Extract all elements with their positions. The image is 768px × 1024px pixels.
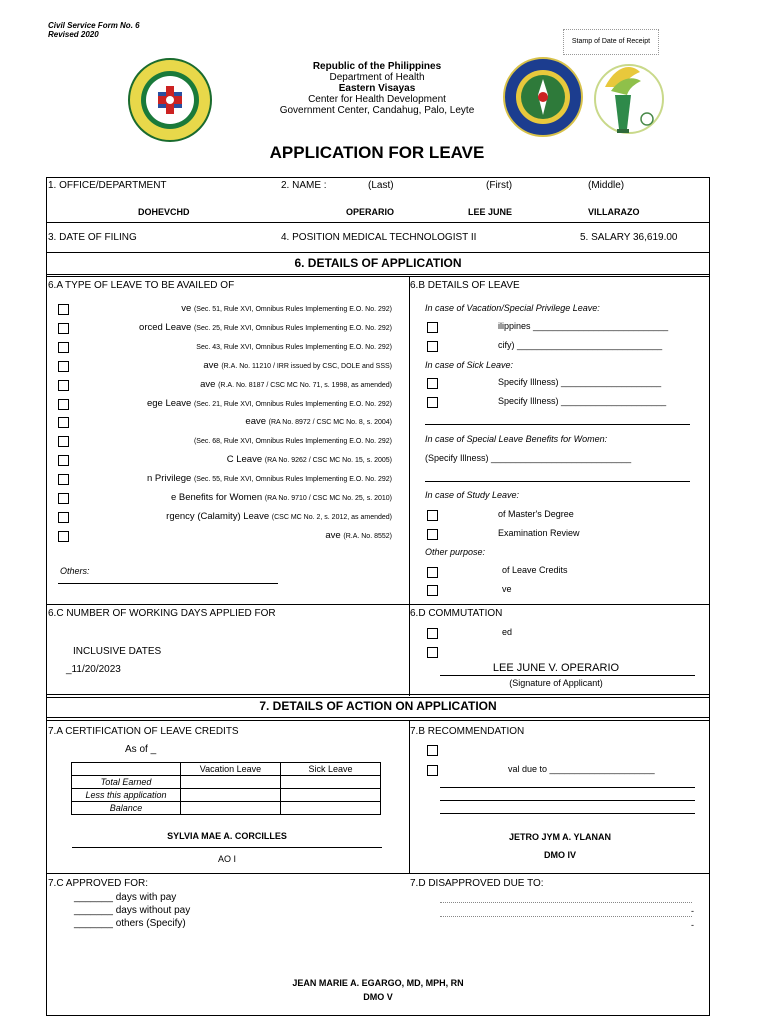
disapproved-line-1[interactable] [440,902,692,903]
leave-type-name: C Leave [226,454,263,465]
leave-type-name: ave [325,530,341,541]
last-name-label: (Last) [368,180,394,191]
requested-checkbox[interactable] [427,647,438,658]
leave-type-note: (Sec. 25, Rule XVI, Omnibus Rules Implementing E.O. No. 292) [193,325,392,332]
table-row [72,776,381,789]
vacation-within-checkbox[interactable] [427,322,438,333]
position-label: 4. POSITION MEDICAL TECHNOLOGIST II [281,232,477,243]
leave-type-checkbox[interactable] [58,531,69,542]
vacation-abroad-checkbox[interactable] [427,341,438,352]
leave-type-item [80,379,406,390]
leave-type-note: (Sec. 21, Rule XVI, Omnibus Rules Implementing E.O. No. 292) [193,401,392,408]
not-requested-checkbox[interactable] [427,628,438,639]
recommendation-label: 7.B RECOMMENDATION [410,726,525,737]
leave-type-item [80,454,406,465]
date-of-filing-label: 3. DATE OF FILING [48,232,137,243]
working-days-label: 6.C NUMBER OF WORKING DAYS APPLIED FOR [48,608,276,619]
certifier-line [72,847,382,848]
recommendation-line-3[interactable] [440,813,695,814]
leave-type-item [80,416,406,427]
sick-outpatient-checkbox[interactable] [427,397,438,408]
stamp-label: Stamp of Date of Receipt [571,38,651,45]
salary-label: 5. SALARY 36,619.00 [580,232,678,243]
section6-title: 6. DETAILS OF APPLICATION [294,256,462,270]
leave-type-note: (R.A. No. 8187 / CSC MC No. 71, s. 1998, as amended) [218,382,392,389]
header-republic: Republic of the Philippines [312,61,442,72]
sick-outpatient-label: Specify Illness) _____________________ [498,396,667,406]
leave-type-checkbox[interactable] [58,323,69,334]
disapproved-due-to-label: 7.D DISAPPROVED DUE TO: [410,878,544,889]
leave-type-item [80,360,406,371]
doh-seal-logo [128,58,212,142]
leave-credits-table [71,762,381,815]
total-earned-sick[interactable] [281,776,381,789]
leave-type-name: rgency (Calamity) Leave [166,511,270,522]
disapproved-line-2[interactable] [440,916,692,917]
women-header: In case of Special Leave Benefits for Women: [425,434,608,444]
leave-type-note: (R.A. No. 8552) [343,533,392,540]
leave-type-note: (RA No. 9262 / CSC MC No. 15, s. 2005) [264,457,392,464]
table-row [72,802,381,815]
leave-type-label: 6.A TYPE OF LEAVE TO BE AVAILED OF [48,280,235,291]
applicant-signature-name: LEE JUNE V. OPERARIO [492,662,620,674]
total-earned-label: Total Earned [72,776,181,789]
form-code-text: Civil Service Form No. 6 [48,21,140,30]
leave-type-checkbox[interactable] [58,304,69,315]
inclusive-dates-label: INCLUSIVE DATES [73,646,162,657]
leave-type-checkbox[interactable] [58,493,69,504]
torch-logo [585,57,665,139]
less-application-label: Less this application [72,789,181,802]
less-application-sick[interactable] [281,789,381,802]
header-block [232,61,522,116]
leave-credits-label: 7.A CERTIFICATION OF LEAVE CREDITS [48,726,239,737]
study-bar-review-checkbox[interactable] [427,529,438,540]
for-disapproval-checkbox[interactable] [427,765,438,776]
disapproval-reason-label: val due to _____________________ [508,764,655,774]
recommendation-line-2[interactable] [440,800,695,801]
table-header-row [72,763,381,776]
signature-line [440,675,695,676]
study-masters-label: of Master's Degree [498,509,574,519]
inclusive-dates-value[interactable]: _11/20/2023 [66,664,121,675]
balance-vacation[interactable] [181,802,281,815]
others-line[interactable] [58,583,278,584]
divider [46,222,710,223]
terminal-leave-checkbox[interactable] [427,585,438,596]
vacation-abroad-label: cify) _____________________________ [498,340,663,350]
women-specify-label: (Specify Illness) ____________________________ [425,453,632,463]
days-with-pay[interactable]: _______ days with pay [74,892,177,903]
divider [46,873,710,874]
monetization-label: of Leave Credits [502,565,568,575]
certifier-title: AO I [217,854,236,864]
vacation-within-label: ilippines ___________________________ [498,321,669,331]
leave-type-item [80,322,406,333]
recommendation-line-1[interactable] [440,787,695,788]
leave-type-checkbox[interactable] [58,512,69,523]
commutation-label: 6.D COMMUTATION [410,608,503,619]
leave-type-note: Sec. 43, Rule XVI, Omnibus Rules Implementing E.O. No. 292) [196,344,392,351]
sick-leave-header: Sick Leave [281,763,381,776]
leave-type-note: (CSC MC No. 2, s. 2012, as amended) [271,514,392,521]
middle-name-value[interactable]: VILLARAZO [588,207,640,217]
recommender-title: DMO IV [543,850,576,860]
leave-type-note: (R.A. No. 11210 / IRR issued by CSC, DOLE and SSS) [221,363,392,370]
header-address: Government Center, Candahug, Palo, Leyte [279,105,475,116]
leave-type-item [80,473,406,484]
leave-type-item [80,435,406,446]
approved-for-label: 7.C APPROVED FOR: [48,878,149,889]
divider [46,694,710,695]
signature-caption: (Signature of Applicant) [509,678,603,688]
leave-type-note: (Sec. 51, Rule XVI, Omnibus Rules Implementing E.O. No. 292) [193,306,392,313]
line-end-mark: - [691,906,694,916]
days-without-pay[interactable]: _______ days without pay [74,905,191,916]
approver-name: JEAN MARIE A. EGARGO, MD, MPH, RN [292,978,464,988]
less-application-vacation[interactable] [181,789,281,802]
form-title: APPLICATION FOR LEAVE [269,143,485,162]
stamp-box [563,29,659,55]
leave-type-note: (RA No. 9710 / CSC MC No. 25, s. 2010) [264,495,392,502]
sick-hospital-checkbox[interactable] [427,378,438,389]
recommender-name: JETRO JYM A. YLANAN [508,832,611,842]
others-specify[interactable]: _______ others (Specify) [74,918,186,929]
leave-type-checkbox[interactable] [58,342,69,353]
line-end-mark: - [691,920,694,930]
header-center: Center for Health Development [308,94,446,105]
leave-type-name: eave [245,416,267,427]
leave-type-name: ve [181,303,192,314]
leave-type-checkbox[interactable] [58,380,69,391]
sick-extra-line[interactable] [425,424,690,425]
leave-type-checkbox[interactable] [58,361,69,372]
total-earned-vacation[interactable] [181,776,281,789]
leave-type-name: orced Leave [139,322,192,333]
last-name-value[interactable]: OPERARIO [346,207,395,217]
approver-title: DMO V [363,992,393,1002]
details-of-leave-label: 6.B DETAILS OF LEAVE [410,280,520,291]
office-label: 1. OFFICE/DEPARTMENT [48,180,167,191]
for-approval-checkbox[interactable] [427,745,438,756]
leave-type-name: ege Leave [146,398,192,409]
vacation-header: In case of Vacation/Special Privilege Leave: [425,303,600,313]
sick-header: In case of Sick Leave: [425,360,514,370]
terminal-leave-label: ve [502,584,512,594]
first-name-label: (First) [486,180,513,191]
balance-sick[interactable] [281,802,381,815]
leave-type-item [80,511,406,522]
certifier-name: SYLVIA MAE A. CORCILLES [167,831,287,841]
table-cell [72,763,181,776]
leave-type-name: ave [203,360,219,371]
middle-name-label: (Middle) [588,180,625,191]
leave-type-item [80,398,406,409]
study-bar-review-label: Examination Review [498,528,580,538]
study-masters-checkbox[interactable] [427,510,438,521]
leave-type-item [80,303,406,314]
divider [46,274,710,275]
leave-type-item [80,341,406,352]
eastern-visayas-seal-logo [503,57,583,137]
leave-type-item [80,492,406,503]
divider [46,697,710,698]
column-divider [409,276,410,696]
leave-type-note: (RA No. 8972 / CSC MC No. 8, s. 2004) [268,419,392,426]
balance-label: Balance [72,802,181,815]
leave-type-name: e Benefits for Women [170,492,263,503]
divider [46,604,710,605]
form-code [48,21,140,39]
leave-type-checkbox[interactable] [58,474,69,485]
section7-title: 7. DETAILS OF ACTION ON APPLICATION [259,699,497,713]
other-purpose-header: Other purpose: [425,547,486,557]
header-department: Department of Health [329,72,425,83]
first-name-value[interactable]: LEE JUNE [468,207,513,217]
leave-type-note: (Sec. 68, Rule XVI, Omnibus Rules Implementing E.O. No. 292) [193,438,392,445]
divider [46,276,710,277]
leave-type-checkbox[interactable] [58,417,69,428]
leave-type-checkbox[interactable] [58,436,69,447]
divider [46,252,710,253]
form-revised-text: Revised 2020 [48,30,99,39]
name-label: 2. NAME : [281,180,327,191]
leave-type-name: n Privilege [146,473,192,484]
header-region: Eastern Visayas [338,83,416,94]
monetization-checkbox[interactable] [427,567,438,578]
others-label: Others: [60,566,90,576]
divider [46,717,710,718]
study-header: In case of Study Leave: [425,490,520,500]
as-of-label: As of _ [125,744,157,755]
office-value[interactable]: DOHEVCHD [138,207,190,217]
leave-type-item [80,530,406,541]
vacation-leave-header: Vacation Leave [181,763,281,776]
table-row [72,789,381,802]
leave-type-checkbox[interactable] [58,399,69,410]
leave-type-checkbox[interactable] [58,455,69,466]
women-extra-line[interactable] [425,481,690,482]
sick-hospital-label: Specify Illness) ____________________ [498,377,662,387]
divider [46,720,710,721]
leave-type-note: (Sec. 55, Rule XVI, Omnibus Rules Implementing E.O. No. 292) [193,476,392,483]
not-requested-label: ed [502,627,513,637]
leave-type-name: ave [200,379,216,390]
